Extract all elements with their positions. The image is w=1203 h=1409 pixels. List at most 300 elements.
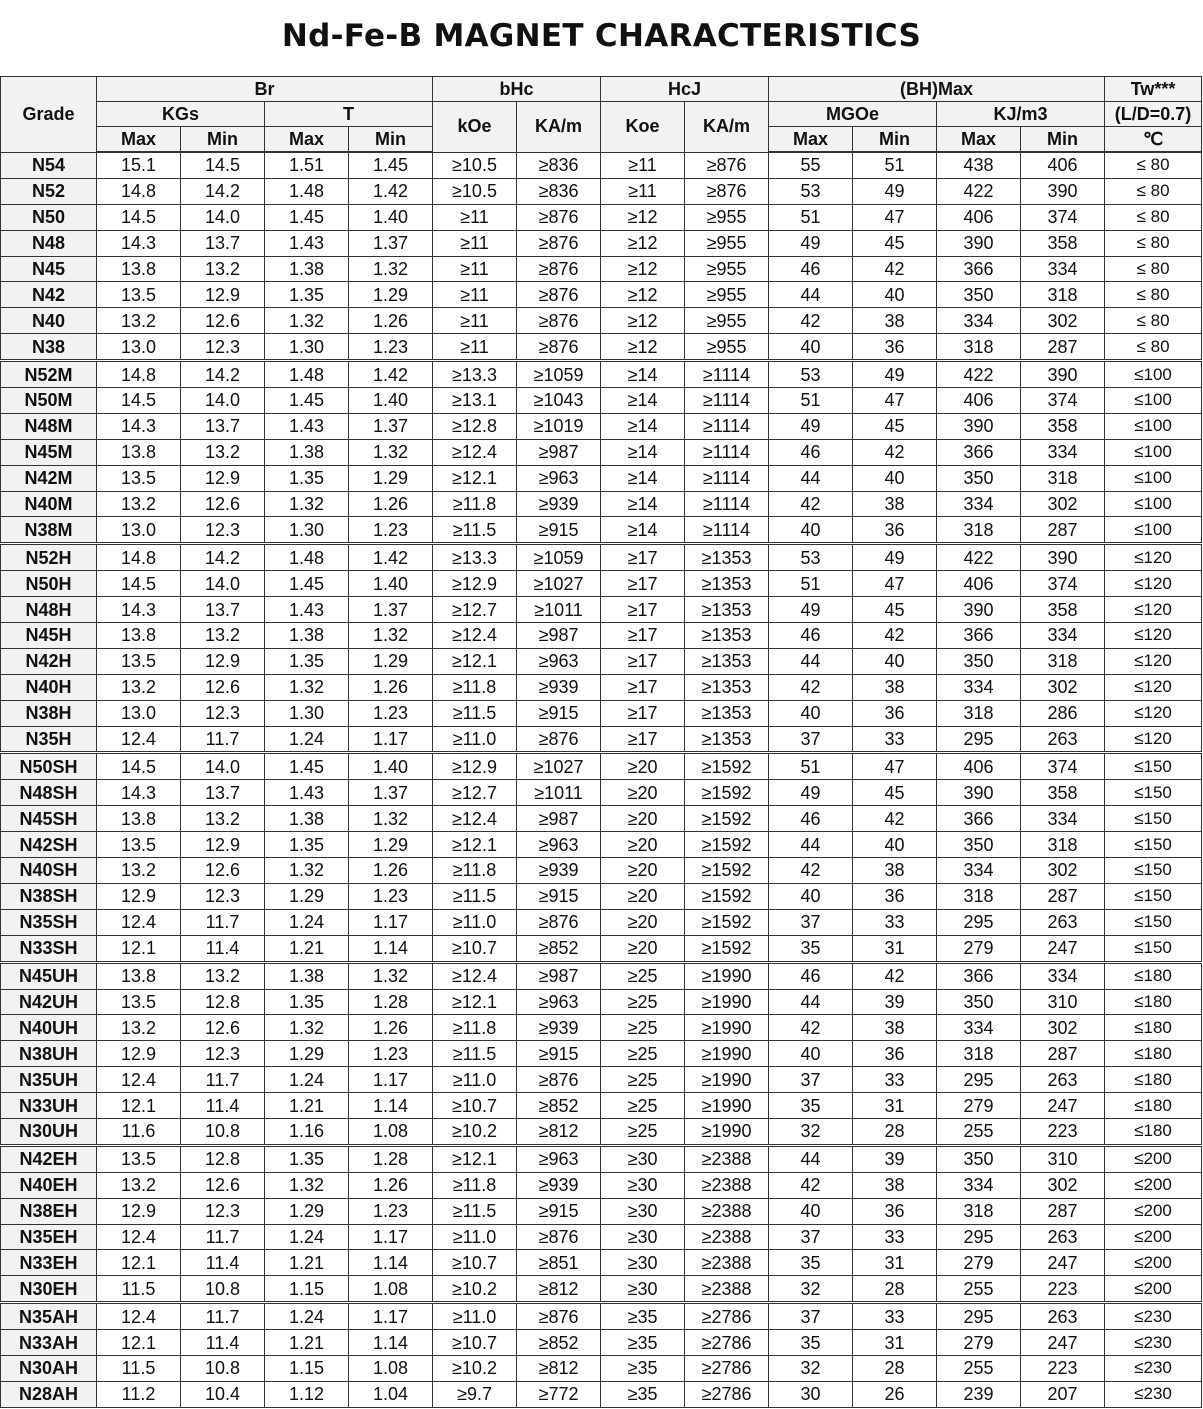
- cell-bhc-kam: ≥915: [517, 1198, 601, 1224]
- cell-br-t-min: 1.29: [349, 832, 433, 858]
- table-row: [1, 1250, 1202, 1276]
- cell-hcj-koe: ≥12: [601, 334, 685, 361]
- cell-bhmax-mgoe-max: 55: [769, 152, 853, 178]
- cell-bhmax-kjm3-min: 318: [1021, 648, 1105, 674]
- cell-bhc-koe: ≥12.9: [433, 571, 517, 597]
- cell-hcj-koe: ≥20: [601, 935, 685, 962]
- cell-hcj-kam: ≥1990: [685, 962, 769, 989]
- cell-bhmax-kjm3-max: 422: [937, 544, 1021, 571]
- cell-grade: N33AH: [1, 1330, 97, 1356]
- table-row: [1, 1355, 1202, 1381]
- table-row: [1, 334, 1202, 361]
- cell-bhmax-mgoe-min: 47: [853, 388, 937, 414]
- cell-bhc-kam: ≥876: [517, 1303, 601, 1330]
- cell-br-t-min: 1.40: [349, 204, 433, 230]
- cell-bhmax-mgoe-min: 38: [853, 491, 937, 517]
- cell-bhmax-kjm3-max: 350: [937, 465, 1021, 491]
- cell-br-kgs-max: 12.4: [97, 1067, 181, 1093]
- cell-hcj-kam: ≥2388: [685, 1172, 769, 1198]
- cell-bhc-koe: ≥12.7: [433, 780, 517, 806]
- cell-hcj-kam: ≥1990: [685, 1093, 769, 1119]
- cell-br-kgs-min: 12.6: [181, 674, 265, 700]
- cell-br-kgs-max: 11.5: [97, 1355, 181, 1381]
- cell-br-kgs-max: 13.5: [97, 989, 181, 1015]
- cell-bhc-kam: ≥812: [517, 1276, 601, 1303]
- cell-br-t-min: 1.40: [349, 571, 433, 597]
- cell-br-kgs-min: 13.2: [181, 806, 265, 832]
- cell-br-t-min: 1.26: [349, 491, 433, 517]
- cell-br-kgs-max: 15.1: [97, 152, 181, 178]
- cell-bhmax-mgoe-min: 36: [853, 517, 937, 544]
- cell-hcj-koe: ≥35: [601, 1303, 685, 1330]
- cell-hcj-kam: ≥1114: [685, 388, 769, 414]
- cell-br-kgs-min: 11.7: [181, 1067, 265, 1093]
- cell-bhc-koe: ≥11.0: [433, 1067, 517, 1093]
- cell-br-kgs-min: 10.8: [181, 1276, 265, 1303]
- cell-bhmax-mgoe-max: 49: [769, 780, 853, 806]
- cell-bhmax-mgoe-max: 49: [769, 597, 853, 623]
- cell-grade: N35H: [1, 726, 97, 753]
- cell-br-kgs-max: 11.2: [97, 1381, 181, 1407]
- cell-br-kgs-max: 13.5: [97, 648, 181, 674]
- cell-bhmax-kjm3-min: 374: [1021, 571, 1105, 597]
- cell-bhc-koe: ≥12.4: [433, 623, 517, 649]
- cell-br-t-max: 1.38: [265, 439, 349, 465]
- cell-grade: N48: [1, 230, 97, 256]
- cell-bhc-koe: ≥12.1: [433, 465, 517, 491]
- cell-bhc-kam: ≥876: [517, 204, 601, 230]
- cell-bhc-koe: ≥10.7: [433, 1330, 517, 1356]
- cell-bhmax-kjm3-min: 318: [1021, 465, 1105, 491]
- cell-bhc-koe: ≥11.8: [433, 1015, 517, 1041]
- cell-hcj-kam: ≥1990: [685, 1015, 769, 1041]
- cell-bhmax-mgoe-min: 33: [853, 1224, 937, 1250]
- cell-tw-celsius: ≤180: [1105, 962, 1202, 989]
- cell-br-t-max: 1.24: [265, 1224, 349, 1250]
- cell-br-t-max: 1.21: [265, 935, 349, 962]
- cell-bhmax-mgoe-min: 33: [853, 909, 937, 935]
- cell-bhc-kam: ≥963: [517, 1145, 601, 1172]
- cell-bhmax-kjm3-max: 350: [937, 989, 1021, 1015]
- cell-bhmax-kjm3-min: 287: [1021, 1198, 1105, 1224]
- table-row: [1, 544, 1202, 571]
- cell-grade: N38: [1, 334, 97, 361]
- header-kjm3: KJ/m3: [937, 102, 1105, 127]
- cell-br-t-max: 1.32: [265, 491, 349, 517]
- cell-bhc-kam: ≥812: [517, 1118, 601, 1145]
- cell-bhmax-mgoe-max: 40: [769, 517, 853, 544]
- cell-bhmax-mgoe-min: 45: [853, 230, 937, 256]
- cell-bhmax-mgoe-min: 40: [853, 648, 937, 674]
- header-hcj-kam: KA/m: [685, 102, 769, 153]
- cell-br-t-max: 1.38: [265, 962, 349, 989]
- cell-bhmax-kjm3-min: 390: [1021, 544, 1105, 571]
- cell-br-kgs-min: 14.0: [181, 388, 265, 414]
- cell-tw-celsius: ≤120: [1105, 571, 1202, 597]
- cell-bhc-koe: ≥11.0: [433, 1224, 517, 1250]
- cell-bhmax-kjm3-min: 287: [1021, 883, 1105, 909]
- cell-br-t-max: 1.35: [265, 989, 349, 1015]
- cell-bhc-kam: ≥915: [517, 700, 601, 726]
- cell-grade: N42EH: [1, 1145, 97, 1172]
- cell-bhmax-mgoe-max: 44: [769, 282, 853, 308]
- cell-grade: N40SH: [1, 858, 97, 884]
- cell-bhmax-mgoe-max: 42: [769, 858, 853, 884]
- cell-br-t-min: 1.23: [349, 517, 433, 544]
- cell-br-t-max: 1.35: [265, 282, 349, 308]
- cell-br-t-min: 1.04: [349, 1381, 433, 1407]
- cell-bhmax-kjm3-max: 318: [937, 334, 1021, 361]
- cell-tw-celsius: ≤150: [1105, 832, 1202, 858]
- table-row: [1, 726, 1202, 753]
- cell-bhmax-mgoe-min: 49: [853, 361, 937, 388]
- cell-grade: N42M: [1, 465, 97, 491]
- cell-hcj-kam: ≥1114: [685, 439, 769, 465]
- cell-br-kgs-min: 12.8: [181, 989, 265, 1015]
- cell-br-kgs-max: 12.1: [97, 1093, 181, 1119]
- cell-br-t-max: 1.16: [265, 1118, 349, 1145]
- cell-grade: N54: [1, 152, 97, 178]
- cell-bhc-kam: ≥963: [517, 648, 601, 674]
- cell-br-kgs-max: 14.8: [97, 361, 181, 388]
- cell-br-t-min: 1.26: [349, 1172, 433, 1198]
- cell-bhmax-kjm3-max: 255: [937, 1355, 1021, 1381]
- cell-hcj-koe: ≥30: [601, 1250, 685, 1276]
- cell-bhmax-mgoe-min: 39: [853, 989, 937, 1015]
- cell-bhmax-kjm3-max: 295: [937, 726, 1021, 753]
- cell-bhmax-mgoe-min: 26: [853, 1381, 937, 1407]
- cell-hcj-kam: ≥1353: [685, 700, 769, 726]
- cell-bhmax-kjm3-min: 390: [1021, 361, 1105, 388]
- cell-hcj-koe: ≥17: [601, 571, 685, 597]
- cell-br-t-min: 1.26: [349, 308, 433, 334]
- cell-tw-celsius: ≤150: [1105, 883, 1202, 909]
- cell-grade: N50H: [1, 571, 97, 597]
- cell-bhmax-mgoe-min: 36: [853, 883, 937, 909]
- cell-br-kgs-min: 13.7: [181, 413, 265, 439]
- cell-grade: N38EH: [1, 1198, 97, 1224]
- cell-bhmax-kjm3-min: 302: [1021, 308, 1105, 334]
- cell-bhmax-mgoe-min: 45: [853, 597, 937, 623]
- table-row: [1, 1276, 1202, 1303]
- cell-br-kgs-min: 10.8: [181, 1118, 265, 1145]
- table-row: [1, 962, 1202, 989]
- cell-br-kgs-max: 13.2: [97, 1015, 181, 1041]
- cell-br-t-max: 1.30: [265, 517, 349, 544]
- cell-bhmax-kjm3-min: 406: [1021, 152, 1105, 178]
- cell-hcj-kam: ≥2388: [685, 1276, 769, 1303]
- cell-hcj-kam: ≥2786: [685, 1303, 769, 1330]
- cell-bhc-koe: ≥12.1: [433, 989, 517, 1015]
- cell-bhmax-mgoe-min: 33: [853, 1303, 937, 1330]
- cell-bhmax-kjm3-min: 358: [1021, 597, 1105, 623]
- table-row: [1, 571, 1202, 597]
- cell-br-kgs-max: 13.8: [97, 439, 181, 465]
- cell-grade: N38M: [1, 517, 97, 544]
- cell-br-kgs-max: 13.5: [97, 1145, 181, 1172]
- cell-bhmax-kjm3-min: 287: [1021, 334, 1105, 361]
- cell-tw-celsius: ≤120: [1105, 648, 1202, 674]
- table-row: [1, 1145, 1202, 1172]
- cell-br-kgs-max: 13.2: [97, 1172, 181, 1198]
- cell-bhmax-kjm3-min: 334: [1021, 806, 1105, 832]
- cell-hcj-kam: ≥955: [685, 204, 769, 230]
- cell-hcj-kam: ≥1990: [685, 1067, 769, 1093]
- cell-tw-celsius: ≤100: [1105, 491, 1202, 517]
- magnet-characteristics-table: [0, 76, 1202, 1408]
- cell-bhc-kam: ≥852: [517, 935, 601, 962]
- cell-bhmax-kjm3-min: 358: [1021, 230, 1105, 256]
- cell-bhmax-kjm3-max: 318: [937, 1198, 1021, 1224]
- header-bhc-kam: KA/m: [517, 102, 601, 153]
- cell-br-t-min: 1.17: [349, 1224, 433, 1250]
- cell-grade: N30AH: [1, 1355, 97, 1381]
- cell-br-kgs-min: 11.7: [181, 1224, 265, 1250]
- cell-bhmax-mgoe-min: 33: [853, 1067, 937, 1093]
- cell-bhc-koe: ≥10.2: [433, 1355, 517, 1381]
- cell-bhmax-kjm3-min: 247: [1021, 935, 1105, 962]
- cell-hcj-kam: ≥1114: [685, 491, 769, 517]
- cell-tw-celsius: ≤100: [1105, 361, 1202, 388]
- cell-hcj-koe: ≥17: [601, 674, 685, 700]
- cell-bhc-kam: ≥1011: [517, 780, 601, 806]
- cell-grade: N35SH: [1, 909, 97, 935]
- cell-hcj-koe: ≥25: [601, 1067, 685, 1093]
- cell-bhc-koe: ≥10.7: [433, 1093, 517, 1119]
- cell-grade: N40: [1, 308, 97, 334]
- cell-bhmax-mgoe-min: 28: [853, 1118, 937, 1145]
- cell-grade: N40M: [1, 491, 97, 517]
- cell-grade: N40EH: [1, 1172, 97, 1198]
- cell-hcj-kam: ≥2388: [685, 1224, 769, 1250]
- cell-bhmax-kjm3-min: 358: [1021, 780, 1105, 806]
- cell-bhc-kam: ≥1027: [517, 753, 601, 780]
- cell-bhc-kam: ≥915: [517, 517, 601, 544]
- cell-hcj-kam: ≥2786: [685, 1330, 769, 1356]
- cell-bhmax-mgoe-max: 44: [769, 465, 853, 491]
- cell-br-t-max: 1.43: [265, 230, 349, 256]
- cell-tw-celsius: ≤ 80: [1105, 152, 1202, 178]
- cell-br-kgs-max: 12.9: [97, 883, 181, 909]
- cell-grade: N30UH: [1, 1118, 97, 1145]
- cell-hcj-kam: ≥1353: [685, 597, 769, 623]
- cell-grade: N33UH: [1, 1093, 97, 1119]
- cell-br-kgs-max: 12.9: [97, 1198, 181, 1224]
- cell-bhc-kam: ≥963: [517, 989, 601, 1015]
- cell-bhmax-mgoe-min: 31: [853, 935, 937, 962]
- cell-tw-celsius: ≤100: [1105, 439, 1202, 465]
- cell-grade: N28AH: [1, 1381, 97, 1407]
- cell-bhmax-mgoe-max: 51: [769, 204, 853, 230]
- cell-grade: N40UH: [1, 1015, 97, 1041]
- cell-br-t-max: 1.15: [265, 1276, 349, 1303]
- cell-br-t-min: 1.17: [349, 909, 433, 935]
- cell-br-t-min: 1.29: [349, 282, 433, 308]
- cell-tw-celsius: ≤230: [1105, 1330, 1202, 1356]
- cell-bhmax-kjm3-max: 255: [937, 1276, 1021, 1303]
- cell-br-t-min: 1.37: [349, 597, 433, 623]
- cell-br-t-min: 1.26: [349, 1015, 433, 1041]
- cell-br-kgs-min: 13.2: [181, 623, 265, 649]
- cell-hcj-koe: ≥14: [601, 388, 685, 414]
- header-kgs-max: Max: [97, 127, 181, 153]
- cell-br-kgs-max: 13.8: [97, 806, 181, 832]
- cell-tw-celsius: ≤120: [1105, 700, 1202, 726]
- header-bhmax: (BH)Max: [769, 77, 1105, 102]
- table-row: [1, 753, 1202, 780]
- cell-br-t-min: 1.23: [349, 700, 433, 726]
- cell-bhmax-kjm3-max: 279: [937, 1093, 1021, 1119]
- cell-bhmax-mgoe-max: 40: [769, 1041, 853, 1067]
- cell-hcj-kam: ≥1353: [685, 623, 769, 649]
- cell-hcj-koe: ≥17: [601, 597, 685, 623]
- table-row: [1, 282, 1202, 308]
- cell-bhc-koe: ≥11.5: [433, 517, 517, 544]
- cell-br-t-min: 1.08: [349, 1118, 433, 1145]
- cell-bhmax-mgoe-max: 37: [769, 726, 853, 753]
- cell-hcj-kam: ≥1592: [685, 806, 769, 832]
- cell-bhmax-mgoe-max: 51: [769, 571, 853, 597]
- cell-bhc-koe: ≥11.0: [433, 1303, 517, 1330]
- cell-br-kgs-min: 14.0: [181, 753, 265, 780]
- cell-br-kgs-min: 12.6: [181, 1015, 265, 1041]
- cell-hcj-kam: ≥1353: [685, 674, 769, 700]
- cell-br-kgs-max: 14.5: [97, 571, 181, 597]
- cell-grade: N45M: [1, 439, 97, 465]
- cell-grade: N52M: [1, 361, 97, 388]
- cell-bhmax-kjm3-min: 263: [1021, 909, 1105, 935]
- cell-bhc-koe: ≥11: [433, 230, 517, 256]
- cell-br-kgs-max: 12.1: [97, 1250, 181, 1276]
- cell-bhmax-kjm3-max: 438: [937, 152, 1021, 178]
- cell-hcj-koe: ≥12: [601, 308, 685, 334]
- cell-tw-celsius: ≤ 80: [1105, 282, 1202, 308]
- cell-bhc-koe: ≥11.0: [433, 726, 517, 753]
- cell-bhc-kam: ≥852: [517, 1330, 601, 1356]
- cell-br-kgs-min: 13.2: [181, 439, 265, 465]
- cell-br-t-min: 1.37: [349, 780, 433, 806]
- cell-hcj-koe: ≥20: [601, 909, 685, 935]
- cell-br-t-min: 1.14: [349, 1093, 433, 1119]
- cell-tw-celsius: ≤200: [1105, 1145, 1202, 1172]
- cell-br-t-max: 1.15: [265, 1355, 349, 1381]
- cell-br-kgs-max: 13.0: [97, 517, 181, 544]
- cell-br-t-max: 1.45: [265, 204, 349, 230]
- cell-tw-celsius: ≤180: [1105, 1093, 1202, 1119]
- table-row: [1, 597, 1202, 623]
- table-row: [1, 832, 1202, 858]
- table-row: [1, 491, 1202, 517]
- cell-hcj-kam: ≥2786: [685, 1381, 769, 1407]
- cell-bhmax-kjm3-min: 334: [1021, 962, 1105, 989]
- cell-tw-celsius: ≤200: [1105, 1250, 1202, 1276]
- cell-hcj-kam: ≥1353: [685, 648, 769, 674]
- cell-br-t-min: 1.37: [349, 413, 433, 439]
- cell-bhc-koe: ≥11.8: [433, 1172, 517, 1198]
- cell-grade: N33SH: [1, 935, 97, 962]
- cell-bhmax-mgoe-min: 47: [853, 204, 937, 230]
- cell-br-t-min: 1.23: [349, 1198, 433, 1224]
- cell-br-kgs-min: 13.7: [181, 597, 265, 623]
- cell-br-t-min: 1.32: [349, 623, 433, 649]
- cell-bhmax-kjm3-max: 350: [937, 832, 1021, 858]
- cell-br-t-max: 1.12: [265, 1381, 349, 1407]
- cell-bhmax-kjm3-min: 223: [1021, 1276, 1105, 1303]
- cell-hcj-koe: ≥30: [601, 1224, 685, 1250]
- cell-br-t-max: 1.24: [265, 726, 349, 753]
- header-bhc-koe: kOe: [433, 102, 517, 153]
- cell-bhmax-kjm3-max: 390: [937, 780, 1021, 806]
- cell-br-kgs-max: 13.2: [97, 674, 181, 700]
- cell-bhmax-kjm3-min: 302: [1021, 858, 1105, 884]
- cell-br-t-min: 1.29: [349, 465, 433, 491]
- cell-br-kgs-min: 13.7: [181, 780, 265, 806]
- cell-hcj-kam: ≥1353: [685, 571, 769, 597]
- cell-bhmax-kjm3-max: 366: [937, 806, 1021, 832]
- cell-br-kgs-max: 14.3: [97, 413, 181, 439]
- cell-bhmax-mgoe-max: 30: [769, 1381, 853, 1407]
- table-row: [1, 204, 1202, 230]
- header-bhc: bHc: [433, 77, 601, 102]
- cell-bhmax-mgoe-min: 38: [853, 1015, 937, 1041]
- cell-bhmax-mgoe-max: 37: [769, 1303, 853, 1330]
- cell-bhmax-mgoe-max: 46: [769, 256, 853, 282]
- cell-br-t-min: 1.42: [349, 544, 433, 571]
- cell-bhmax-mgoe-max: 40: [769, 334, 853, 361]
- cell-bhmax-mgoe-min: 42: [853, 439, 937, 465]
- cell-bhmax-kjm3-min: 302: [1021, 491, 1105, 517]
- cell-bhmax-kjm3-min: 334: [1021, 256, 1105, 282]
- cell-br-t-max: 1.24: [265, 1303, 349, 1330]
- cell-bhc-koe: ≥12.1: [433, 832, 517, 858]
- cell-bhmax-kjm3-max: 390: [937, 413, 1021, 439]
- cell-bhc-kam: ≥851: [517, 1250, 601, 1276]
- cell-br-kgs-min: 13.7: [181, 230, 265, 256]
- cell-bhc-kam: ≥1019: [517, 413, 601, 439]
- cell-bhc-koe: ≥12.8: [433, 413, 517, 439]
- cell-br-t-min: 1.32: [349, 806, 433, 832]
- cell-br-t-max: 1.21: [265, 1250, 349, 1276]
- cell-bhmax-kjm3-max: 422: [937, 361, 1021, 388]
- cell-hcj-koe: ≥30: [601, 1276, 685, 1303]
- cell-bhmax-kjm3-max: 390: [937, 597, 1021, 623]
- cell-bhmax-kjm3-min: 302: [1021, 674, 1105, 700]
- table-row: [1, 1067, 1202, 1093]
- cell-hcj-kam: ≥1990: [685, 1118, 769, 1145]
- cell-br-t-min: 1.17: [349, 1303, 433, 1330]
- table-row: [1, 700, 1202, 726]
- cell-tw-celsius: ≤200: [1105, 1276, 1202, 1303]
- cell-tw-celsius: ≤200: [1105, 1172, 1202, 1198]
- cell-bhmax-kjm3-max: 350: [937, 648, 1021, 674]
- cell-tw-celsius: ≤150: [1105, 935, 1202, 962]
- table-row: [1, 1303, 1202, 1330]
- cell-br-t-max: 1.35: [265, 648, 349, 674]
- cell-tw-celsius: ≤180: [1105, 1118, 1202, 1145]
- cell-tw-celsius: ≤ 80: [1105, 230, 1202, 256]
- cell-bhc-kam: ≥1059: [517, 544, 601, 571]
- cell-bhc-koe: ≥11.8: [433, 491, 517, 517]
- cell-bhc-kam: ≥836: [517, 152, 601, 178]
- cell-br-t-max: 1.24: [265, 1067, 349, 1093]
- cell-hcj-kam: ≥2388: [685, 1145, 769, 1172]
- cell-bhmax-mgoe-min: 45: [853, 413, 937, 439]
- cell-br-t-max: 1.21: [265, 1330, 349, 1356]
- cell-bhmax-mgoe-max: 53: [769, 544, 853, 571]
- cell-tw-celsius: ≤150: [1105, 753, 1202, 780]
- cell-hcj-koe: ≥14: [601, 491, 685, 517]
- cell-bhmax-mgoe-max: 53: [769, 361, 853, 388]
